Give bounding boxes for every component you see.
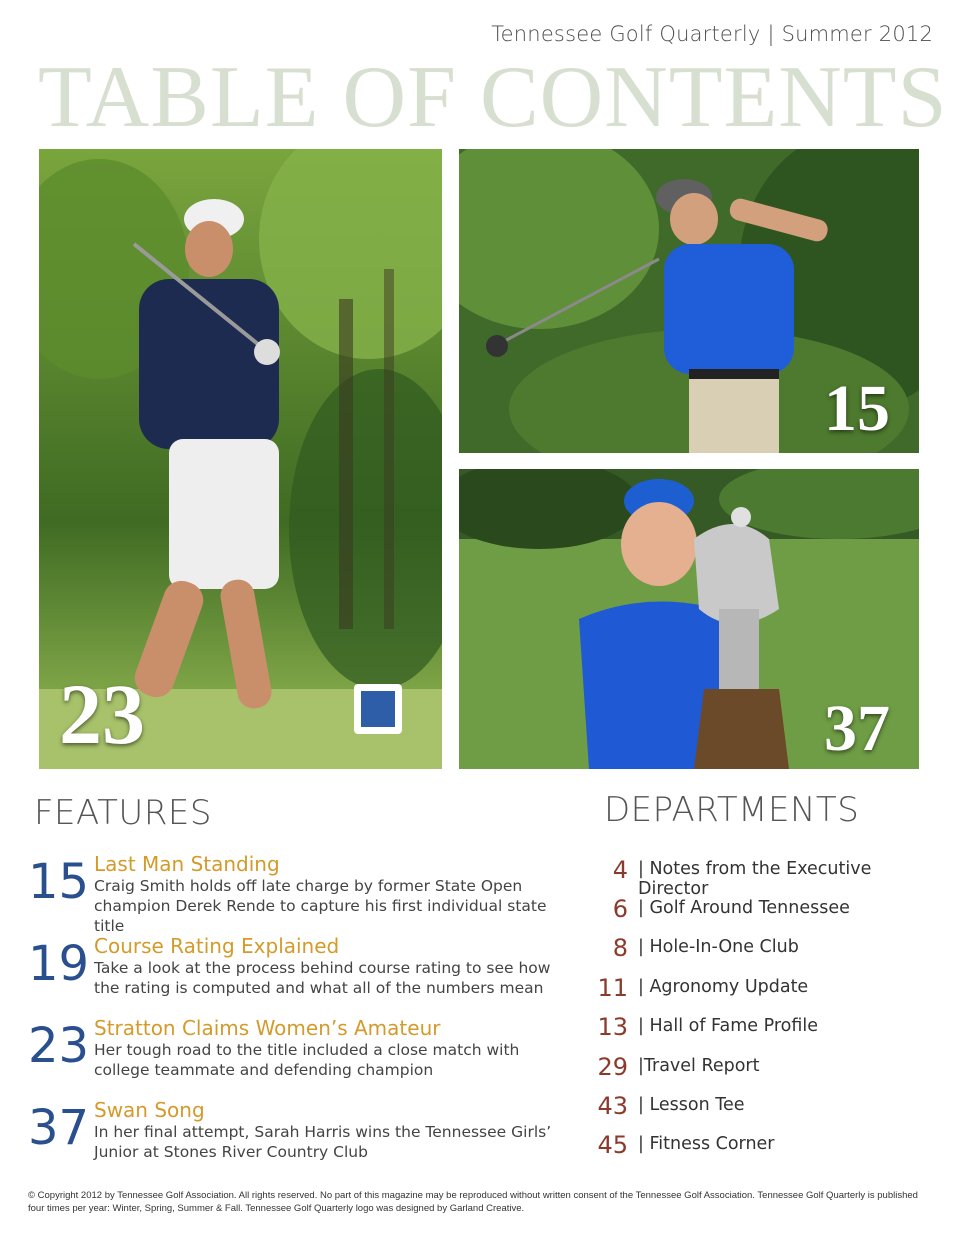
- copyright-footer: © Copyright 2012 by Tennessee Golf Association. All rights reserved. No part of this magazine may be reproduced without written consent of the Tennessee Golf Association. Tennessee Golf Quarterly is published four times per year: Winter, Spring, Summer & Fall. Tennessee Golf Quarterly logo was designed by Garland Creative.: [28, 1190, 918, 1214]
- photo-woman-trophy: [459, 469, 919, 769]
- department-label[interactable]: | Lesson Tee: [638, 1095, 745, 1115]
- departments-heading: DEPARTMENTS: [604, 790, 860, 830]
- department-label[interactable]: | Hall of Fame Profile: [638, 1016, 819, 1036]
- feature-description: Craig Smith holds off late charge by former State Open champion Derek Rende to capture his first individual state title: [94, 877, 547, 935]
- feature-item[interactable]: [28, 934, 578, 1006]
- department-label[interactable]: | Golf Around Tennessee: [638, 898, 850, 918]
- department-label[interactable]: | Notes from the Executive Director: [638, 859, 872, 899]
- department-page-number: 6: [612, 895, 628, 923]
- feature-page-number: 19: [28, 936, 90, 992]
- department-page-number: 43: [597, 1092, 628, 1120]
- department-label[interactable]: | Hole-In-One Club: [638, 937, 799, 957]
- feature-title[interactable]: Swan Song: [94, 1098, 205, 1122]
- department-page-number: 8: [612, 934, 628, 962]
- department-label[interactable]: | Fitness Corner: [638, 1134, 775, 1154]
- page-title: TABLE OF CONTENTS: [38, 49, 948, 146]
- feature-item[interactable]: [28, 852, 578, 935]
- features-heading: FEATURES: [34, 793, 213, 833]
- feature-page-number: 23: [28, 1018, 90, 1074]
- feature-description: Her tough road to the title included a close match with college teammate and defending champion: [94, 1041, 520, 1079]
- photo-page-number: 37: [824, 692, 890, 765]
- department-item[interactable]: [590, 895, 930, 929]
- feature-title[interactable]: Stratton Claims Women’s Amateur: [94, 1016, 441, 1040]
- department-item[interactable]: [590, 934, 930, 968]
- department-page-number: 13: [597, 1013, 628, 1041]
- photo-man-golfer: [459, 149, 919, 453]
- department-page-number: 4: [612, 856, 628, 884]
- department-page-number: 45: [597, 1131, 628, 1159]
- department-item[interactable]: [590, 856, 930, 899]
- department-label[interactable]: | Agronomy Update: [638, 977, 809, 997]
- photo-page-number: 23: [59, 666, 145, 762]
- masthead: Tennessee Golf Quarterly | Summer 2012: [491, 22, 933, 46]
- feature-title[interactable]: Course Rating Explained: [94, 934, 340, 958]
- feature-item[interactable]: [28, 1098, 578, 1170]
- department-label[interactable]: |Travel Report: [638, 1056, 760, 1076]
- department-page-number: 11: [597, 974, 628, 1002]
- feature-page-number: 15: [28, 854, 90, 910]
- feature-description: In her final attempt, Sarah Harris wins the Tennessee Girls’ Junior at Stones River Country Club: [94, 1123, 552, 1161]
- photo-woman-golfer: [39, 149, 442, 769]
- department-item[interactable]: [590, 1092, 930, 1126]
- feature-description: Take a look at the process behind course rating to see how the rating is computed and what all of the numbers mean: [94, 959, 551, 997]
- department-item[interactable]: [590, 1013, 930, 1047]
- department-page-number: 29: [597, 1053, 628, 1081]
- department-item[interactable]: [590, 974, 930, 1008]
- department-item[interactable]: [590, 1053, 930, 1087]
- photo-page-number: 15: [824, 372, 890, 445]
- feature-page-number: 37: [28, 1100, 90, 1156]
- feature-item[interactable]: [28, 1016, 578, 1088]
- department-item[interactable]: [590, 1131, 930, 1165]
- feature-title[interactable]: Last Man Standing: [94, 852, 280, 876]
